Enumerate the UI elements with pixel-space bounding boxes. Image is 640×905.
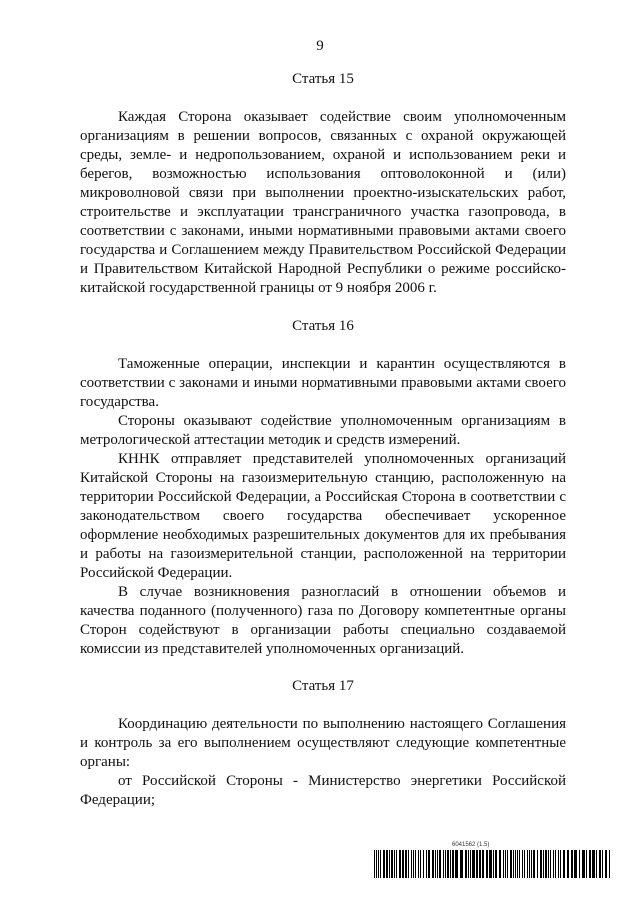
barcode (374, 850, 610, 878)
article-15-heading: Статья 15 (292, 71, 354, 87)
article-16-paragraph-2: Стороны оказывают содействие уполномоченным организациям в метрологической аттестации методик и средств измерений. (80, 413, 566, 448)
article-16-paragraph-4: В случае возникновения разногласий в отношении объемов и качества поданного (полученного) газа по Договору компетентные органы Сторон содействуют в организации работы специально создаваемой комиссии из представителей уполномоченных организаций. (80, 584, 566, 657)
article-16-heading: Статья 16 (292, 318, 354, 334)
article-17-paragraph-2: от Российской Стороны - Министерство энергетики Российской Федерации; (80, 773, 566, 808)
document-body (80, 70, 566, 810)
document-code: 6041562 (1.5) (452, 842, 490, 848)
page-number: 9 (316, 38, 324, 54)
article-15-paragraph-1: Каждая Сторона оказывает содействие своим уполномоченным организациям в решении вопросов, связанных с охраной окружающей среды, земле- и недропользованием, охраной и использованием реки и берегов, возможностью использования оптоволоконной и (или) микроволновой связи при выполнении проектно-изыскательских работ, строительстве и эксплуатации трансграничного участка газопровода, в соответствии с законами, иными нормативными правовыми актами своего государства и Соглашением между Правительством Российской Федерации и Правительством Китайской Народной Республики о режиме российско-китайской государственной границы от 9 ноября 2006 г. (80, 109, 566, 296)
article-17-heading: Статья 17 (292, 678, 354, 694)
article-17-paragraph-1: Координацию деятельности по выполнению настоящего Соглашения и контроль за его выполнением осуществляют следующие компетентные органы: (80, 716, 566, 770)
article-16-paragraph-3: КННК отправляет представителей уполномоченных организаций Китайской Стороны на газоизмерительную станцию, расположенную на территории Российской Федерации, а Российская Сторона в соответствии с законодательством своего государства обеспечивает ускоренное оформление необходимых разрешительных документов для их пребывания и работы на газоизмерительной станции, расположенной на территории Российской Федерации. (80, 451, 566, 581)
article-16-paragraph-1: Таможенные операции, инспекции и карантин осуществляются в соответствии с законами и иными нормативными правовыми актами своего государства. (80, 356, 566, 410)
